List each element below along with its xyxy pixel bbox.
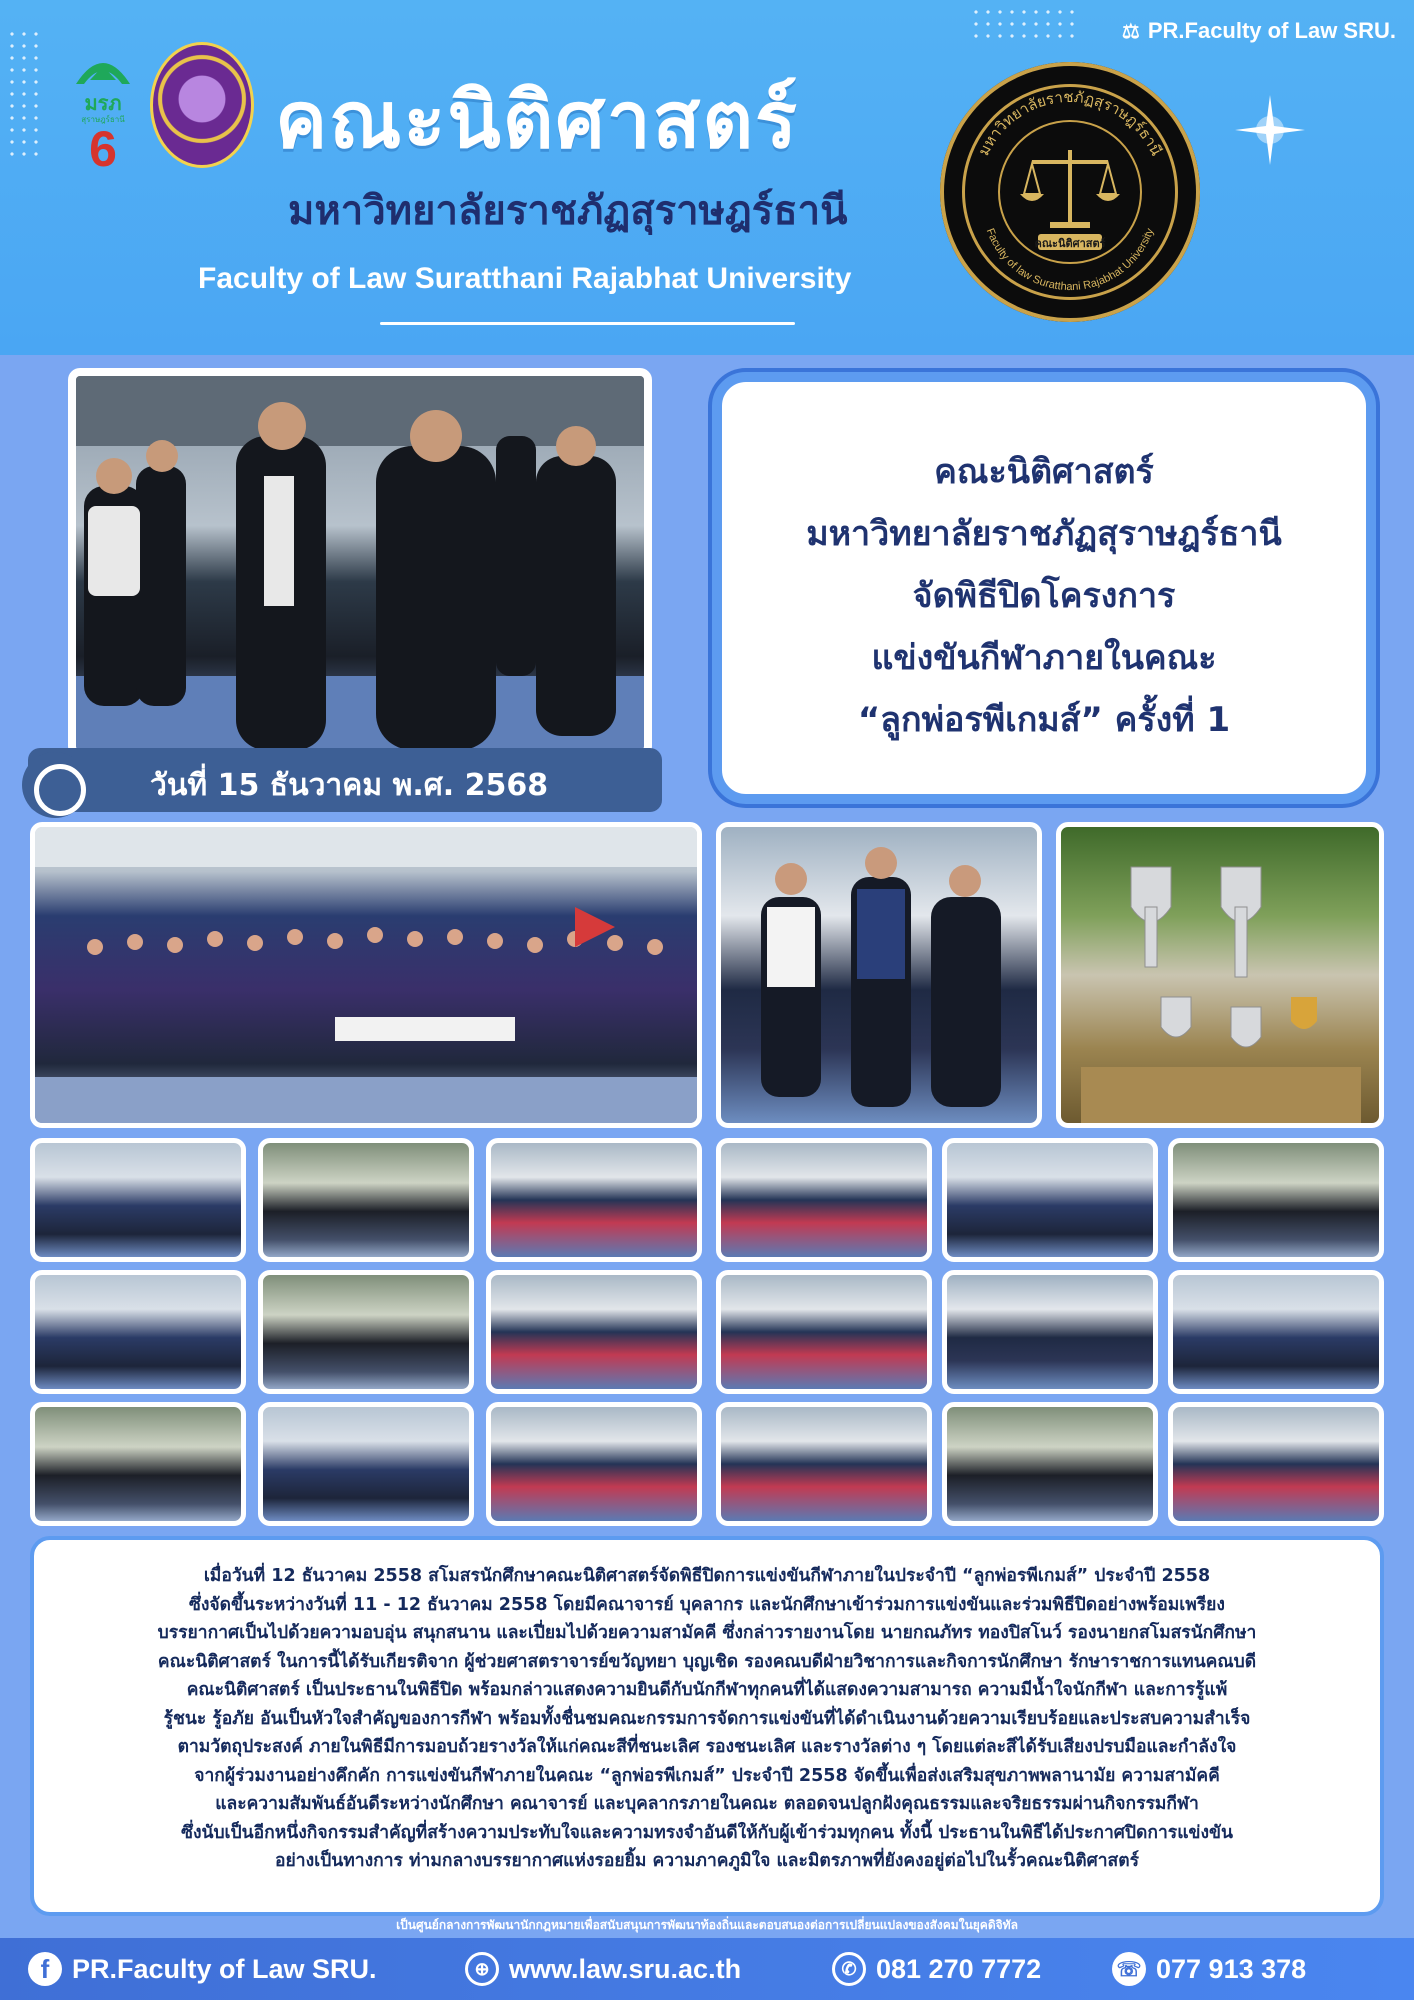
photo-thumb-3 <box>486 1138 702 1262</box>
photo-thumb-10 <box>716 1270 932 1394</box>
photo-thumb-6 <box>1168 1138 1384 1262</box>
facebook-icon: f <box>28 1952 62 1986</box>
event-title-card <box>712 372 1376 804</box>
photo-group-crowd <box>30 822 702 1128</box>
mobile-link[interactable] <box>832 1952 1041 1986</box>
mobile-text: 081 270 7772 <box>876 1953 1042 1984</box>
caption-line: คณะนิติศาสตร์ เป็นประธานในพิธีปิด พร้อมกล่าวแสดงความยินดีกับนักกีฬาทุกคนที่ได้แสดงความสามารถ ความมีน้ำใจนักกีฬา และการรู้แพ้ <box>186 1680 1228 1700</box>
photo-thumb-14 <box>258 1402 474 1526</box>
photo-thumb-18 <box>1168 1402 1384 1526</box>
caption-line: ซึ่งนับเป็นอีกหนึ่งกิจกรรมสำคัญที่สร้างความประทับใจและความทรงจำอันดีให้กับผู้เข้าร่วมทุกคน ทั้งนี้ ประธานในพิธีได้ประกาศปิดการแข่งขัน <box>181 1822 1233 1843</box>
photo-thumb-11 <box>942 1270 1158 1394</box>
header-banner <box>0 0 1414 355</box>
seal-emblem <box>940 62 1200 322</box>
msr-logo-text: มรภ <box>84 91 122 115</box>
main-event-photo <box>68 368 652 758</box>
event-title-line-1: คณะนิติศาสตร์ <box>934 452 1154 492</box>
photo-thumb-17 <box>942 1402 1158 1526</box>
faculty-seal-logo <box>940 62 1200 322</box>
photo-thumb-2 <box>258 1138 474 1262</box>
photo-thumb-8 <box>258 1270 474 1394</box>
photo-people-silhouettes <box>76 376 644 750</box>
caption-line: รู้ชนะ รู้อภัย อันเป็นหัวใจสำคัญของการกีฬา พร้อมทั้งชื่นชมคณะกรรมการจัดการแข่งขันที่ได้ดำเนินงานด้วยความเรียบร้อยและประสบความสำเร็จ <box>163 1708 1251 1729</box>
caption-line: เมื่อวันที่ 12 ธันวาคม 2558 สโมสรนักศึกษาคณะนิติศาสตร์จัดพิธีปิดการแข่งขันกีฬาภายในประจำปี “ลูกพ่อรพีเกมส์” ประจำปี 2558 <box>203 1566 1211 1586</box>
seal-text-top: มหาวิทยาลัยราชภัฏสุราษฎร์ธานี <box>974 87 1166 159</box>
event-date: วันที่ 15 ธันวาคม พ.ศ. 2568 <box>150 768 549 803</box>
event-title-line-5: “ลูกพ่อรพีเกมส์” ครั้งที่ 1 <box>857 700 1231 740</box>
caption-paragraph <box>48 1562 1366 1876</box>
facebook-link[interactable] <box>28 1952 377 1986</box>
msr-logo-sub: สุราษฎร์ธานี <box>81 115 125 124</box>
pr-label-text: PR.Faculty of Law SRU. <box>1147 18 1396 43</box>
photo-thumb-1 <box>30 1138 246 1262</box>
decorative-dots <box>6 28 46 158</box>
pr-label-top <box>1122 18 1396 44</box>
sparkle-icon <box>1235 95 1305 165</box>
phone-link[interactable] <box>1112 1952 1306 1986</box>
faculty-title-en: Faculty of Law Suratthani Rajabhat University <box>198 262 852 295</box>
decorative-dots <box>970 6 1080 46</box>
facebook-text: PR.Faculty of Law SRU. <box>72 1953 377 1984</box>
photo-thumb-15 <box>486 1402 702 1526</box>
photo-thumb-12 <box>1168 1270 1384 1394</box>
photo-thumb-4 <box>716 1138 932 1262</box>
event-title-line-2: มหาวิทยาลัยราชภัฏสุราษฎร์ธานี <box>806 514 1282 554</box>
photo-thumb-5 <box>942 1138 1158 1262</box>
telephone-icon: ☏ <box>1112 1952 1146 1986</box>
photo-thumb-16 <box>716 1402 932 1526</box>
caption-line: ซึ่งจัดขึ้นระหว่างวันที่ 11 - 12 ธันวาคม 2558 โดยมีคณาจารย์ บุคลากร และนักศึกษาเข้าร่วมการแข่งขันและร่วมพิธีปิดอย่างพร้อมเพรียง <box>189 1594 1225 1615</box>
photo-executives <box>716 822 1042 1128</box>
msr-logo-number: 6 <box>89 121 117 168</box>
caption-line: ตามวัตถุประสงค์ ภายในพิธีมีการมอบถ้วยรางวัลให้แก่คณะสีที่ชนะเลิศ รองชนะเลิศ และรางวัลต่าง ๆ โดยแต่ละสีได้รับเสียงปรบมือและกำลังใจ <box>177 1737 1237 1757</box>
website-text: www.law.sru.ac.th <box>509 1953 742 1984</box>
caption-line: คณะนิติศาสตร์ ในการนี้ได้รับเกียรติจาก ผู้ช่วยศาสตราจารย์ขวัญทยา บุญเชิด รองคณบดีฝ่ายวิชาการและกิจการนักศึกษา รักษาราชการแทนคณบดี <box>157 1651 1257 1672</box>
faculty-title-th: คณะนิติศาสตร์ <box>275 76 799 166</box>
phone-icon: ✆ <box>832 1952 866 1986</box>
website-link[interactable] <box>465 1952 741 1986</box>
seal-text-bottom: Faculty of law Suratthani Rajabhat University <box>983 226 1157 294</box>
date-circle-icon <box>22 752 88 818</box>
event-title-line-4: แข่งขันกีฬาภายในคณะ <box>871 638 1217 678</box>
university-name-th: มหาวิทยาลัยราชภัฏสุราษฎร์ธานี <box>288 188 848 234</box>
photo-thumb-7 <box>30 1270 246 1394</box>
photo-thumb-9 <box>486 1270 702 1394</box>
title-underline <box>380 322 795 325</box>
globe-icon: ⊕ <box>465 1952 499 1986</box>
caption-line: จากผู้ร่วมงานอย่างคึกคัก การแข่งขันกีฬาภายในคณะ “ลูกพ่อรพีเกมส์” ประจำปี 2558 จัดขึ้นเพื่อส่งเสริมสุขภาพพลานามัย ความสามัคคี <box>194 1765 1220 1786</box>
footer-tagline: เป็นศูนย์กลางการพัฒนานักกฎหมายเพื่อสนับสนุนการพัฒนาท้องถิ่นและตอบสนองต่อการเปลี่ยนแปลงของสังคมในยุคดิจิทัล <box>396 1918 1018 1932</box>
msr-logo <box>70 40 136 168</box>
caption-line: อย่างเป็นทางการ ท่ามกลางบรรยากาศแห่งรอยยิ้ม ความภาคภูมิใจ และมิตรภาพที่ยังคงอยู่ต่อไปในรั้วคณะนิติศาสตร์ <box>275 1851 1139 1871</box>
event-title-line-3: จัดพิธีปิดโครงการ <box>912 576 1176 616</box>
university-logo <box>150 42 254 168</box>
caption-line: บรรยากาศเป็นไปด้วยความอบอุ่น สนุกสนาน และเปี่ยมไปด้วยความสามัคคี ซึ่งกล่าวรายงานโดย นายกณภัทร ทองปิสโนว์ รองนายกสโมสรนักศึกษา <box>157 1623 1257 1643</box>
photo-trophies <box>1056 822 1384 1128</box>
scales-icon: ⚖ <box>1121 20 1140 43</box>
seal-center-text: คณะนิติศาสตร์ <box>1034 237 1106 250</box>
photo-thumb-13 <box>30 1402 246 1526</box>
caption-line: และความสัมพันธ์อันดีระหว่างนักศึกษา คณาจารย์ และบุคลากรภายในคณะ ตลอดจนปลูกฝังคุณธรรมและจริยธรรมผ่านกิจกรรมกีฬา <box>215 1794 1199 1814</box>
phone-text: 077 913 378 <box>1156 1953 1307 1984</box>
